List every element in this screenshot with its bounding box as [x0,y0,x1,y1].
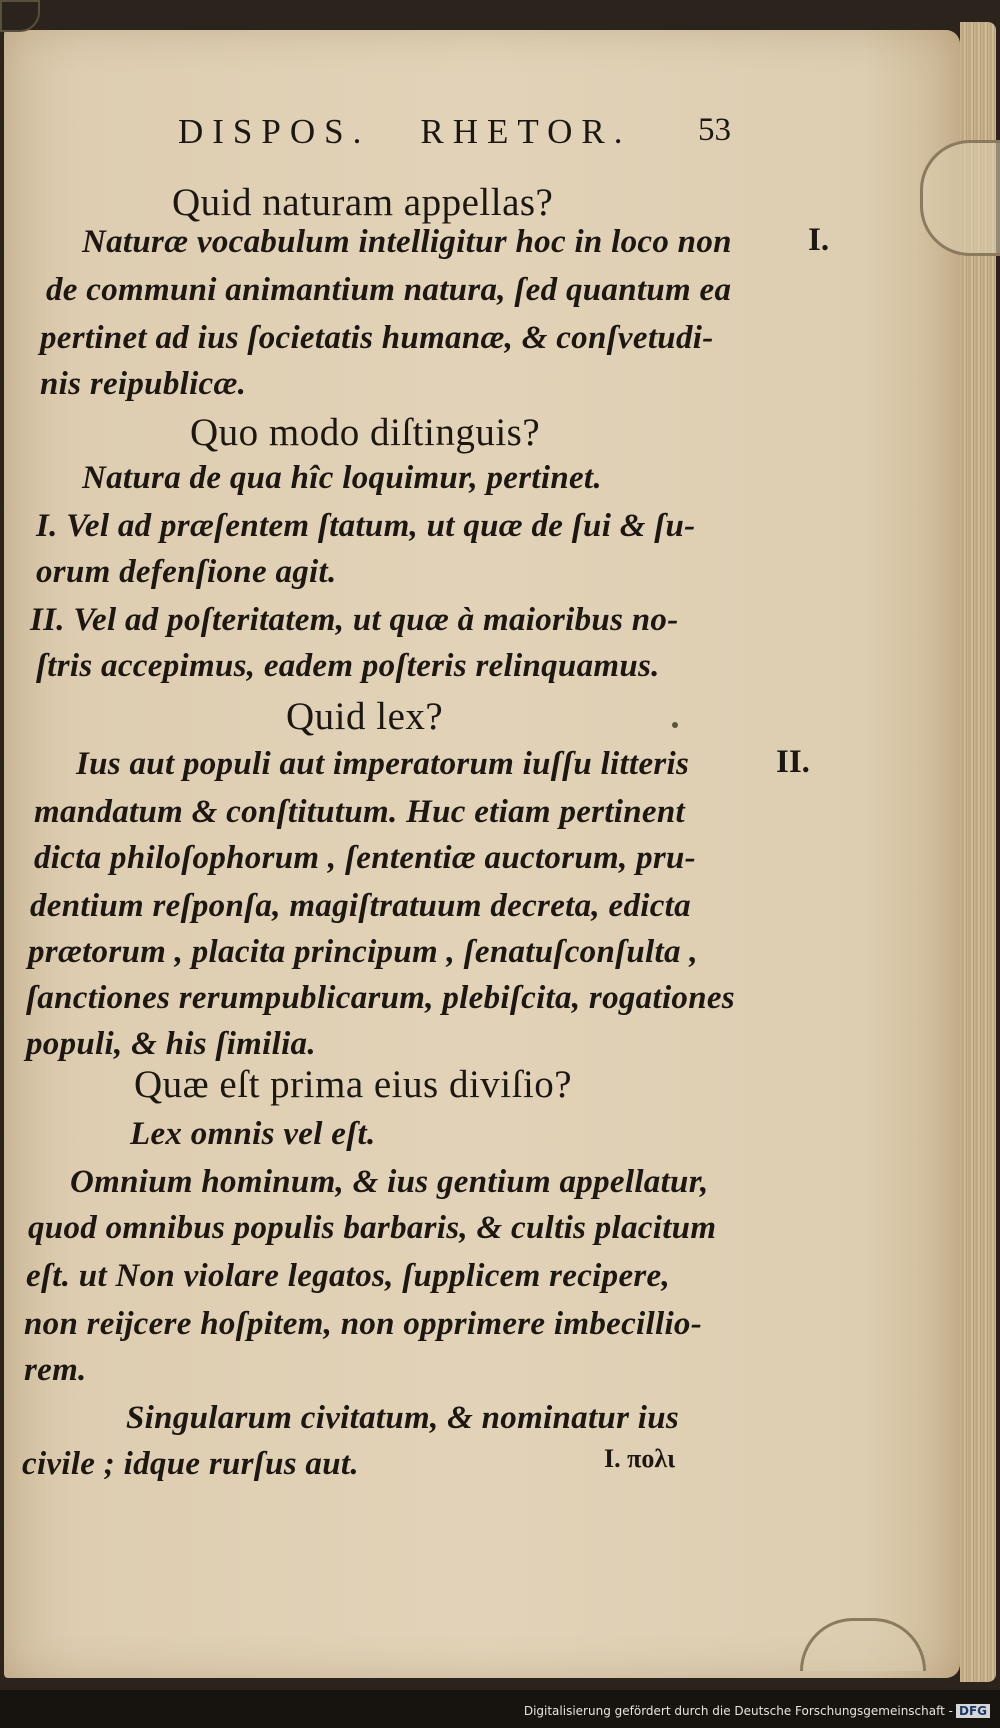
clip-tab-top [920,140,1000,256]
margin-note: I. πολι [604,1444,676,1473]
header-right: RHETOR. [420,112,632,151]
body-line: eſt. ut Non violare legatos, ſupplicem recipere, [26,1258,671,1294]
credit-text: Digitalisierung gefördert durch die Deutsche Forschungsgemeinschaft - [523,1704,953,1718]
body-line: ſtris accepimus, eadem poſteris relinquamus. [36,648,660,684]
body-line: mandatum & conſtitutum. Huc etiam pertinent [34,794,685,830]
body-line: nis reipublicæ. [40,366,247,402]
body-line: populi, & his ſimilia. [26,1026,316,1062]
body-line: Naturæ vocabulum intelligitur hoc in loco non [82,224,732,260]
dfg-logo: DFG [956,1704,990,1718]
body-line: ſanctiones rerumpublicarum, plebiſcita, rogationes [26,980,735,1016]
margin-note: I. [808,222,830,258]
body-line: non reijcere hoſpitem, non opprimere imbecillio- [24,1306,703,1342]
header-left: DISPOS. [178,112,371,151]
running-header [178,112,681,152]
page-number: 53 [698,112,731,148]
ink-speck [672,722,678,728]
question-line: Quid naturam appellas? [172,181,554,224]
body-line: dentium reſponſa, magiſtratuum decreta, edicta [30,888,691,924]
body-line: civile ; idque rurſus aut. [22,1446,359,1482]
question-line: Quid lex? [286,695,444,738]
body-line: Natura de qua hîc loquimur, pertinet. [82,460,602,496]
body-line: I. Vel ad præſentem ſtatum, ut quæ de ſui & ſu- [36,508,696,544]
body-line: de communi animantium natura, ſed quantum ea [46,272,732,308]
body-line: pertinet ad ius ſocietatis humanæ, & conſvetudi- [40,320,714,356]
body-line: II. Vel ad poſteritatem, ut quæ à maioribus no- [30,602,679,638]
body-line: dicta philoſophorum , ſententiæ auctorum, pru- [34,840,696,876]
body-line: quod omnibus populis barbaris, & cultis placitum [28,1210,717,1246]
body-line: Ius aut populi aut imperatorum iuſſu litteris [76,746,690,782]
body-line: prætorum , placita principum , ſenatuſconſulta , [28,934,698,970]
body-line: rem. [24,1352,87,1388]
body-line: Omnium hominum, & ius gentium appellatur, [70,1164,709,1200]
question-line: Quo modo diſtinguis? [190,411,541,454]
digitization-credit [524,1704,990,1718]
margin-note: II. [776,744,810,780]
question-line: Quæ eſt prima eius diviſio? [134,1063,573,1106]
page-edges [960,22,996,1682]
body-line: orum defenſione agit. [36,554,337,590]
body-line: Lex omnis vel eſt. [130,1116,376,1152]
body-line: Singularum civitatum, & nominatur ius [126,1400,680,1436]
